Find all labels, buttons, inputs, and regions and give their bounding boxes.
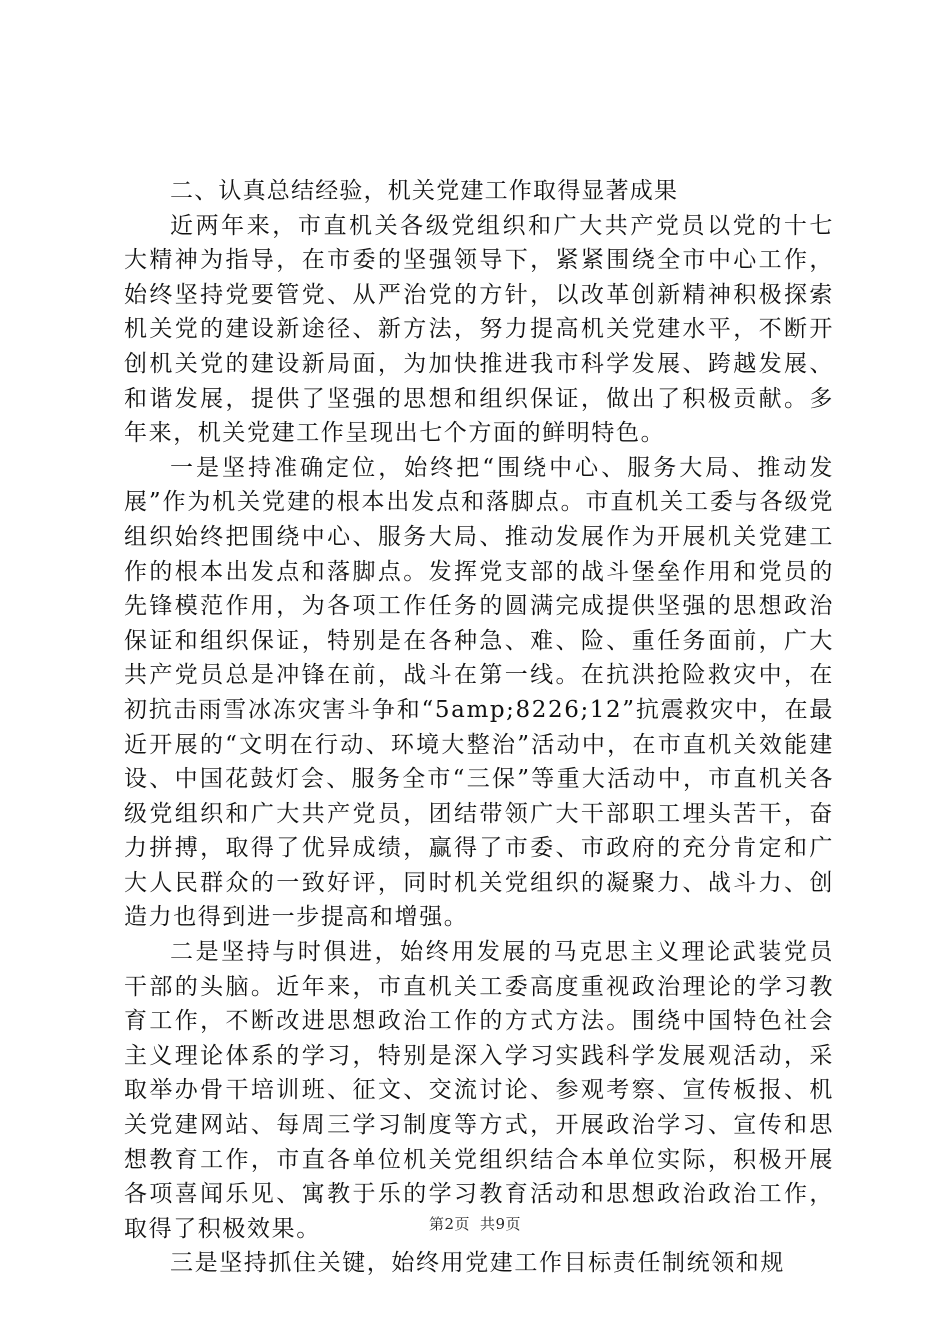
- paragraph-point-three: 三是坚持抓住关键，始终用党建工作目标责任制统领和规: [170, 1250, 785, 1277]
- section-heading: 二、认真总结经验，机关党建工作取得显著成果: [170, 178, 679, 204]
- page-number: 第2页: [428, 1215, 470, 1233]
- page-total: 共9页: [480, 1215, 522, 1233]
- paragraph-point-one: 一是坚持准确定位，始终把“围绕中心、服务大局、推动发展”作为机关党建的根本出发点和落脚点。市直机关工委与各级党组织始终把围绕中心、服务大局、推动发展作为开展机关党建工作的根本出发点和落脚点。发挥党支部的战斗堡垒作用和党员的先锋模范作用，为各项工作任务的圆满完成提供坚强的思想政治保证和组织保证，特别是在各种急、难、险、重任务面前，广大共产党员总是冲锋在前，战斗在第一线。在抗洪抢险救灾中，在初抗击雨雪冰冻灾害斗争和“5amp;8226;12”抗震救灾中，在最近开展的“文明在行动、环境大整治”活动中，在市直机关效能建设、中国花鼓灯会、服务全市“三保”等重大活动中，市直机关各级党组织和广大共产党员，团结带领广大干部职工埋头苦干，奋力拼搏，取得了优异成绩，赢得了市委、市政府的充分肯定和广大人民群众的一致好评，同时机关党组织的凝聚力、战斗力、创造力也得到进一步提高和增强。: [124, 454, 834, 931]
- paragraph-point-two: 二是坚持与时俱进，始终用发展的马克思主义理论武装党员干部的头脑。近年来，市直机关工委高度重视政治理论的学习教育工作，不断改进思想政治工作的方式方法。围绕中国特色社会主义理论体系的学习，特别是深入学习实践科学发展观活动，采取举办骨干培训班、征文、交流讨论、参观考察、宣传板报、机关党建网站、每周三学习制度等方式，开展政治学习、宣传和思想教育工作，市直各单位机关党组织结合本单位实际，积极开展各项喜闻乐见、寓教于乐的学习教育活动和思想政治政治工作，取得了积极效果。: [124, 939, 834, 1242]
- page-footer: [0, 1213, 950, 1234]
- document-body: [124, 174, 834, 1281]
- paragraph-intro: 近两年来，市直机关各级党组织和广大共产党员以党的十七大精神为指导，在市委的坚强领导下，紧紧围绕全市中心工作，始终坚持党要管党、从严治党的方针，以改革创新精神积极探索机关党的建设新途径、新方法，努力提高机关党建水平，不断开创机关党的建设新局面，为加快推进我市科学发展、跨越发展、和谐发展，提供了坚强的思想和组织保证，做出了积极贡献。多年来，机关党建工作呈现出七个方面的鲜明特色。: [124, 212, 834, 447]
